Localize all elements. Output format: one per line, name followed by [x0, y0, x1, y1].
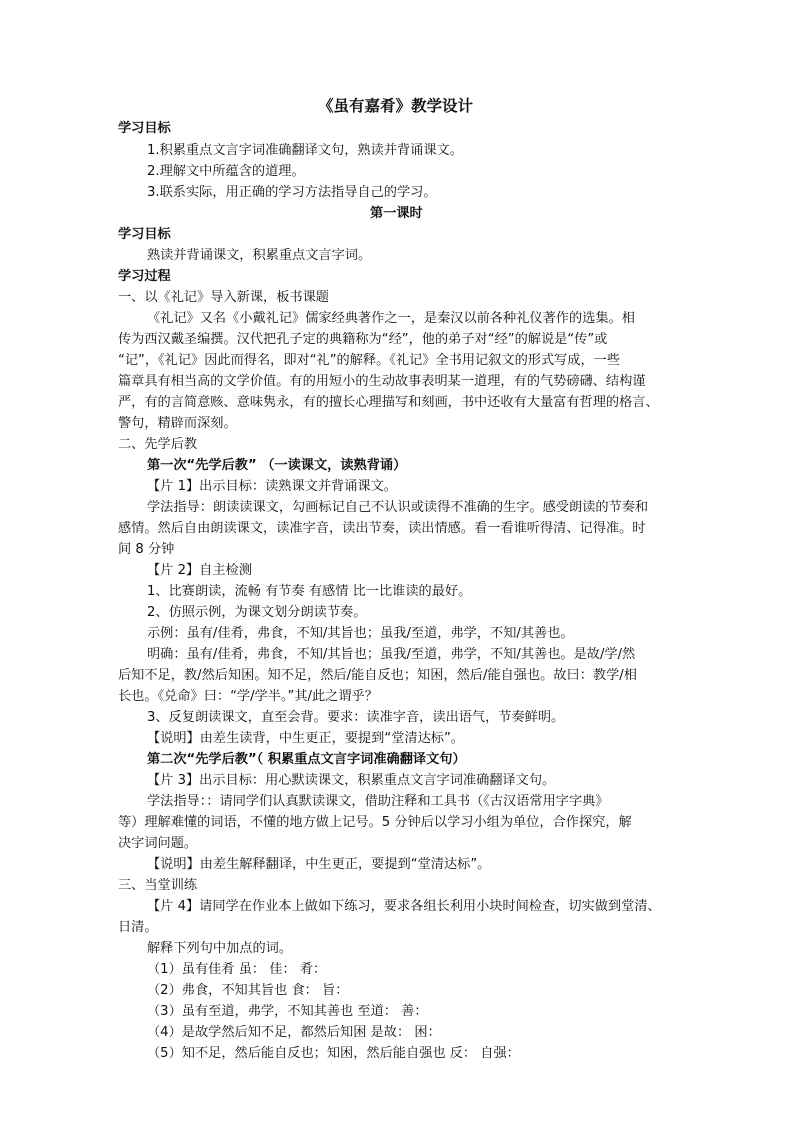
- paragraph-line: 学法指导：：请同学们认真默读课文，借助注释和工具书（《古汉语常用字字典》: [147, 794, 609, 809]
- objective-item: 2.理解文中所蕴含的道理。: [147, 164, 305, 179]
- paragraph-line: 后知不足，教/然后知困。知不足，然后/能自反也；知困，然后/能自强也。故曰：教学/相: [118, 668, 637, 683]
- exercise-instruction: 解释下列句中加点的词。: [147, 941, 293, 956]
- section-heading: 学习过程: [118, 269, 171, 284]
- paragraph-line: 等）理解难懂的词语，不懂的地方做上记号。5 分钟后以学习小组为单位，合作探究，解: [118, 815, 632, 830]
- paragraph-line: 【说明】由差生解释翻译，中生更正，要提到“堂清达标”。: [147, 857, 491, 872]
- document-title: 《虽有嘉肴》教学设计: [318, 97, 474, 115]
- paragraph-line: 【片 2】自主检测: [147, 563, 252, 578]
- step-heading: 第二次“先学后教”（ 积累重点文言字词准确翻译文句）: [147, 752, 466, 767]
- paragraph-line: 明确：虽有/佳肴，弗食，不知/其旨也；虽我/至道，弗学，不知/其善也。是故/学/然: [147, 647, 636, 662]
- subsection-heading: 一、以《礼记》导入新课，板书课题: [118, 290, 329, 305]
- paragraph-line: 间 8 分钟: [118, 542, 175, 557]
- paragraph-line: 篇章具有相当高的文学价值。有的用短小的生动故事表明某一道理，有的气势磅礴、结构谨: [118, 374, 646, 389]
- subsection-heading: 三、当堂训练: [118, 878, 198, 893]
- paragraph-line: 日清。: [118, 920, 158, 935]
- paragraph-line: 长也。《兑命》曰：“学/学半。”其/此之谓乎？: [118, 689, 378, 704]
- paragraph-line: 3、反复朗读课文，直至会背。要求：读准字音，读出语气，节奏鲜明。: [147, 710, 565, 725]
- paragraph-line: 【片 4】请同学在作业本上做如下练习，要求各组长利用小块时间检查，切实做到堂清、: [147, 899, 661, 914]
- subsection-heading: 二、先学后教: [118, 437, 198, 452]
- section-heading: 学习目标: [118, 121, 171, 136]
- paragraph-line: 警句，精辟而深刻。: [118, 416, 237, 431]
- objective-item: 3.联系实际，用正确的学习方法指导自己的学习。: [147, 185, 437, 200]
- paragraph-line: “记”，《礼记》因此而得名，即对“礼”的解释。《礼记》全书用记叙文的形式写成，一些: [118, 353, 621, 368]
- paragraph-line: 感情。然后自由朗读课文，读准字音，读出节奏，读出情感。看一看谁听得清、记得准。时: [118, 521, 646, 536]
- paragraph-line: 严，有的言简意赅、意味隽永，有的擅长心理描写和刻画，书中还收有大量富有哲理的格言、: [118, 395, 659, 410]
- paragraph-line: 1、比赛朗读，流畅 有节奏 有感情 比一比谁读的最好。: [147, 584, 472, 599]
- exercise-item: （1）虽有佳肴 虽： 佳： 肴：: [147, 962, 327, 977]
- paragraph-line: 熟读并背诵课文，积累重点文言字词。: [147, 248, 372, 263]
- paragraph-line: 示例：虽有/佳肴，弗食，不知/其旨也；虽我/至道，弗学，不知/其善也。: [147, 626, 574, 641]
- exercise-item: （2）弗食，不知其旨也 食： 旨：: [147, 983, 349, 998]
- paragraph-line: 2、仿照示例，为课文划分朗读节奏。: [147, 605, 367, 620]
- section-heading: 学习目标: [118, 227, 171, 242]
- paragraph-line: 【片 1】出示目标：读熟课文并背诵课文。: [147, 479, 397, 494]
- paragraph-line: 学法指导：朗读读课文，勾画标记自己不认识或读得不准确的生字。感受朗读的节奏和: [147, 500, 649, 515]
- exercise-item: （4）是故学然后知不足，都然后知困 是故： 困：: [147, 1025, 441, 1040]
- paragraph-line: 决字词问题。: [118, 836, 198, 851]
- exercise-item: （5）知不足，然后能自反也；知困，然后能自强也 反： 自强：: [147, 1046, 520, 1061]
- objective-item: 1.积累重点文言字词准确翻译文句，熟读并背诵课文。: [147, 143, 463, 158]
- paragraph-line: 《礼记》又名《小戴礼记》儒家经典著作之一，是秦汉以前各种礼仪著作的选集。相: [147, 311, 635, 326]
- step-heading: 第一次“先学后教” （一读课文，读熟背诵）: [147, 458, 407, 473]
- paragraph-line: 【片 3】出示目标：用心默读课文，积累重点文言字词准确翻译文句。: [147, 773, 556, 788]
- lesson-heading: 第一课时: [370, 206, 423, 221]
- exercise-item: （3）虽有至道，弗学，不知其善也 至道： 善：: [147, 1004, 428, 1019]
- paragraph-line: 【说明】由差生读背，中生更正，要提到“堂清达标”。: [147, 731, 464, 746]
- paragraph-line: 传为西汉戴圣编撰。汉代把孔子定的典籍称为“经”，他的弟子对“经”的解说是“传”或: [118, 332, 608, 347]
